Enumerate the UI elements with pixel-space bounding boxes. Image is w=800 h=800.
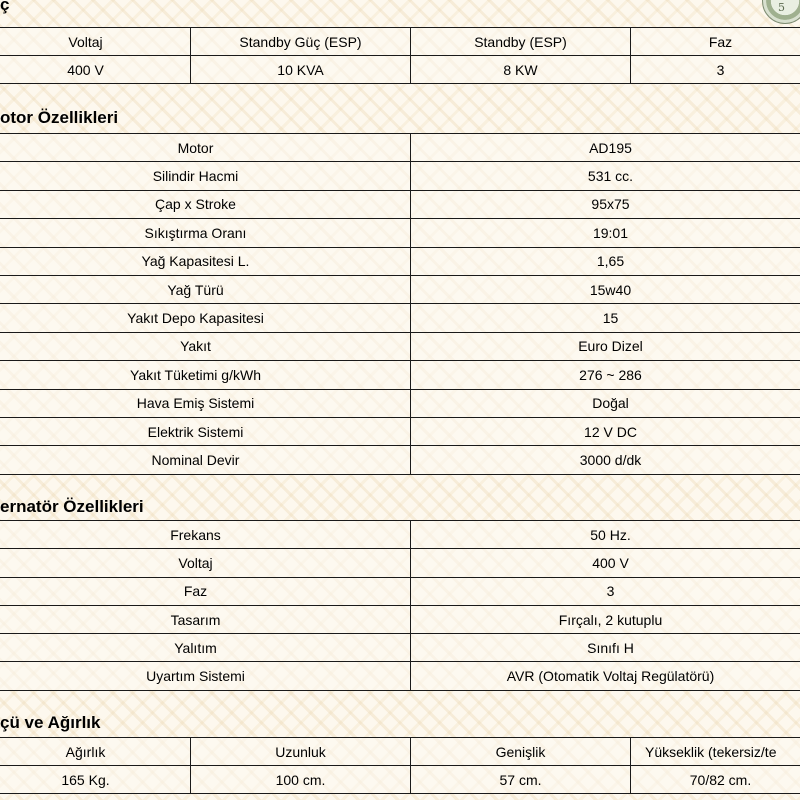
table-row <box>0 361 800 389</box>
alternator-spec-table <box>0 520 800 691</box>
spec-value: 19:01 <box>411 219 800 247</box>
table-row <box>0 162 800 190</box>
dim-header-uzunluk: Uzunluk <box>191 738 411 766</box>
spec-label: Çap x Stroke <box>0 190 411 218</box>
spec-label: Yağ Kapasitesi L. <box>0 247 411 275</box>
spec-label: Nominal Devir <box>0 446 411 474</box>
power-table <box>0 27 800 84</box>
table-row <box>0 275 800 303</box>
spec-value: 3 <box>411 577 800 605</box>
spec-label: Frekans <box>0 521 411 549</box>
spec-label: Yağ Türü <box>0 275 411 303</box>
spec-label: Yalıtım <box>0 634 411 662</box>
spec-value: 95x75 <box>411 190 800 218</box>
logo-emblem-icon: 5 <box>762 0 800 24</box>
power-header-standby: Standby (ESP) <box>411 28 631 56</box>
spec-value: 3000 d/dk <box>411 446 800 474</box>
dim-value-uzunluk: 100 cm. <box>191 766 411 794</box>
spec-label: Yakıt Depo Kapasitesi <box>0 304 411 332</box>
table-row <box>0 549 800 577</box>
dim-header-yukseklik: Yükseklik (tekersiz/te <box>631 738 800 766</box>
power-value-voltaj: 400 V <box>0 56 191 84</box>
table-row <box>0 389 800 417</box>
table-row <box>0 634 800 662</box>
table-row <box>0 219 800 247</box>
dim-header-agirlik: Ağırlık <box>0 738 191 766</box>
spec-value: 400 V <box>411 549 800 577</box>
power-header-faz: Faz <box>631 28 800 56</box>
spec-label: Silindir Hacmi <box>0 162 411 190</box>
spec-value: Fırçalı, 2 kutuplu <box>411 605 800 633</box>
spec-label: Faz <box>0 577 411 605</box>
spec-value: 531 cc. <box>411 162 800 190</box>
spec-label: Motor <box>0 134 411 162</box>
table-row <box>0 446 800 474</box>
power-header-voltaj: Voltaj <box>0 28 191 56</box>
power-value-faz: 3 <box>631 56 800 84</box>
power-value-standby-guc: 10 KVA <box>191 56 411 84</box>
section-title-motor: otor Özellikleri <box>0 108 119 127</box>
spec-value: AD195 <box>411 134 800 162</box>
motor-spec-table <box>0 133 800 475</box>
dim-value-genislik: 57 cm. <box>411 766 631 794</box>
spec-value: 1,65 <box>411 247 800 275</box>
section-title-alternator: ernatör Özellikleri <box>0 497 144 516</box>
table-row <box>0 417 800 445</box>
section-title-guc: ç <box>0 0 10 14</box>
spec-label: Tasarım <box>0 605 411 633</box>
spec-value: Sınıfı H <box>411 634 800 662</box>
dim-value-yukseklik: 70/82 cm. <box>631 766 800 794</box>
spec-label: Elektrik Sistemi <box>0 417 411 445</box>
table-row <box>0 332 800 360</box>
spec-value: AVR (Otomatik Voltaj Regülatörü) <box>411 662 800 690</box>
table-row <box>0 304 800 332</box>
spec-value: 15w40 <box>411 275 800 303</box>
dimensions-table <box>0 737 800 794</box>
spec-label: Voltaj <box>0 549 411 577</box>
spec-label: Yakıt <box>0 332 411 360</box>
dim-header-genislik: Genişlik <box>411 738 631 766</box>
power-header-standby-guc: Standby Güç (ESP) <box>191 28 411 56</box>
spec-value: 12 V DC <box>411 417 800 445</box>
spec-value: 276 ~ 286 <box>411 361 800 389</box>
table-row <box>0 190 800 218</box>
table-row <box>0 605 800 633</box>
spec-value: 15 <box>411 304 800 332</box>
table-row <box>0 134 800 162</box>
table-row <box>0 521 800 549</box>
spec-label: Sıkıştırma Oranı <box>0 219 411 247</box>
table-row <box>0 247 800 275</box>
spec-label: Uyartım Sistemi <box>0 662 411 690</box>
spec-label: Yakıt Tüketimi g/kWh <box>0 361 411 389</box>
spec-label: Hava Emiş Sistemi <box>0 389 411 417</box>
spec-value: 50 Hz. <box>411 521 800 549</box>
spec-value: Euro Dizel <box>411 332 800 360</box>
table-row <box>0 662 800 690</box>
dim-value-agirlik: 165 Kg. <box>0 766 191 794</box>
power-value-standby: 8 KW <box>411 56 631 84</box>
table-row <box>0 577 800 605</box>
section-title-dimensions: çü ve Ağırlık <box>0 713 101 732</box>
spec-value: Doğal <box>411 389 800 417</box>
